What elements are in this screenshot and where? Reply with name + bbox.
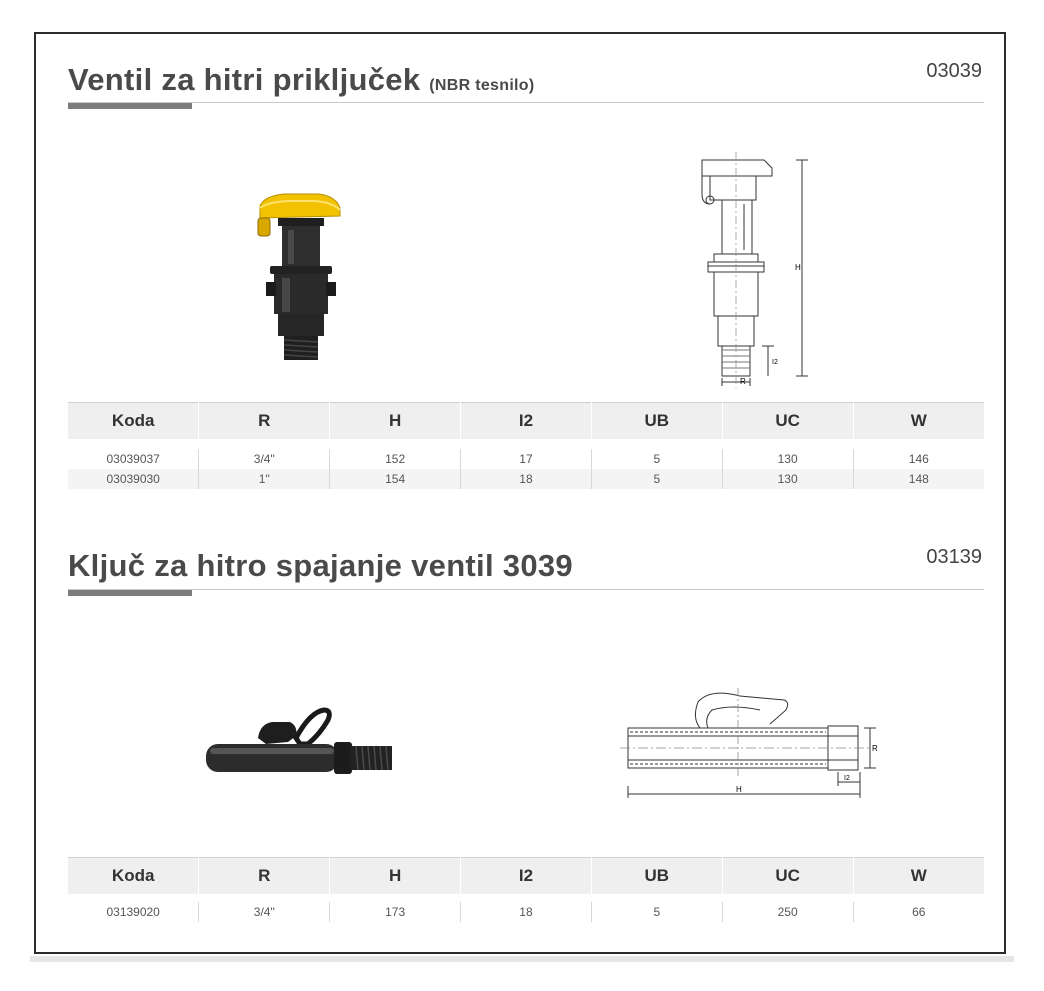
table-cell: 5 [591,902,722,922]
spec-table-03139 [68,857,984,922]
column-header: W [853,403,984,440]
product-title [68,62,535,98]
coupling-key-photo [200,704,398,784]
catalog-page-frame [34,32,1006,954]
column-header: H [330,858,461,895]
dimension-label-h: H [736,785,742,794]
table-cell: 146 [853,449,984,469]
dimension-label-h: H [795,263,801,272]
table-cell: 152 [330,449,461,469]
column-header: H [330,403,461,440]
table-cell: 3/4" [199,902,330,922]
dimension-label-r: R [872,744,878,753]
table-cell: 18 [461,469,592,489]
column-header: I2 [461,858,592,895]
product-code: 03139 [926,546,982,568]
column-header: W [853,858,984,895]
table-cell: 18 [461,902,592,922]
valve-photo [244,190,348,366]
title-accent-bar [68,590,192,596]
table-cell: 173 [330,902,461,922]
table-row [68,449,984,469]
product-subtitle: (NBR tesnilo) [429,77,535,94]
table-cell: 03039037 [106,452,160,466]
column-header: R [199,858,330,895]
table-cell: 3/4" [199,449,330,469]
table-header-row [68,403,984,440]
column-header: Koda [68,403,199,440]
table-cell: 5 [591,449,722,469]
title-accent-bar [68,103,192,109]
table-cell: 130 [722,449,853,469]
title-rule [68,102,984,103]
column-header: UC [722,858,853,895]
product-title-text: Ventil za hitri priključek [68,62,421,97]
table-cell: 03039030 [68,469,199,489]
valve-technical-drawing [692,152,816,388]
product-title: Ključ za hitro spajanje ventil 3039 [68,548,573,583]
page-shadow [30,956,1014,962]
table-header-row [68,858,984,895]
title-rule [68,589,984,590]
column-header: R [199,403,330,440]
table-cell: 5 [591,469,722,489]
column-header: Koda [68,858,199,895]
table-row [68,902,984,922]
table-cell: 154 [330,469,461,489]
column-header: UC [722,403,853,440]
table-cell: 148 [853,469,984,489]
dimension-label-i2: I2 [772,359,778,366]
column-header: I2 [461,403,592,440]
table-cell: 1" [199,469,330,489]
column-header: UB [591,403,722,440]
table-cell: 130 [722,469,853,489]
table-row [68,469,984,489]
dimension-label-i2: I2 [844,775,850,782]
column-header: UB [591,858,722,895]
table-cell: 66 [853,902,984,922]
table-cell: 250 [722,902,853,922]
coupling-key-technical-drawing [620,688,884,804]
spec-table-03039 [68,402,984,489]
table-cell: 03139020 [106,905,160,919]
table-cell: 17 [461,449,592,469]
dimension-label-r: R [740,377,746,386]
product-code: 03039 [926,60,982,82]
